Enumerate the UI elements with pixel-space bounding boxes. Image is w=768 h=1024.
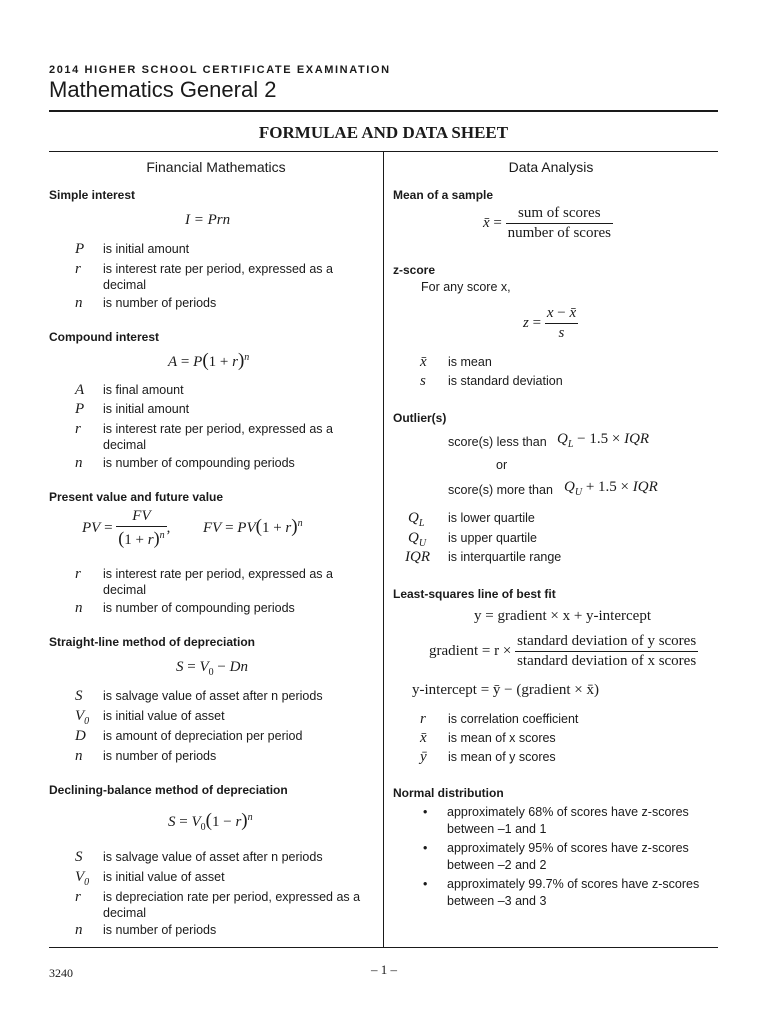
data-analysis-heading: Data Analysis: [508, 159, 594, 175]
definition-symbol: P: [75, 401, 85, 417]
definition-symbol: $Q_L$: [408, 510, 425, 529]
definition-text: is initial amount: [103, 402, 190, 416]
definition-symbol: ȳ: [420, 749, 427, 765]
mean-numerator: sum of scores: [506, 205, 613, 224]
page-number: – 1 –: [371, 962, 397, 977]
sheet-title: FORMULAE AND DATA SHEET: [258, 123, 509, 142]
definition-symbol: $V_0$: [75, 869, 90, 888]
definition-symbol: x̄: [420, 354, 427, 370]
definition-text: is amount of depreciation per period: [103, 729, 303, 743]
declining-balance-formula: $S = V_0(1 - r)^n$: [168, 810, 253, 833]
definition-symbol: x̄: [420, 730, 427, 746]
definition-symbol: A: [75, 382, 85, 398]
definition-text: is number of periods: [103, 749, 217, 763]
declining-balance-label: Declining-balance method of depreciation: [49, 783, 288, 797]
definition-text: is mean of x scores: [448, 731, 556, 745]
definition-text: is interest rate per period, expressed as a decimal: [103, 422, 333, 452]
definition-text: is number of compounding periods: [103, 601, 295, 615]
definition-text: is number of compounding periods: [103, 456, 295, 470]
simple-interest-formula: I = Prn: [185, 212, 231, 228]
intercept-formula: y-intercept = ȳ − (gradient × x̄): [412, 682, 599, 698]
definition-text: is initial value of asset: [103, 870, 225, 884]
definition-text: is interest rate per period, expressed as a decimal: [103, 567, 333, 597]
compound-interest-label: Compound interest: [49, 330, 159, 344]
bullet-icon: •: [423, 877, 428, 891]
definition-symbol: n: [75, 922, 83, 938]
subject-title: Mathematics General 2: [49, 77, 277, 102]
definition-text: is standard deviation: [448, 374, 563, 388]
mean-formula: x̄ = $\frac{\text{sum of scores}}{\text{number of scores}}$: [483, 205, 611, 241]
list-item-text: approximately 99.7% of scores have z-scores between –3 and 3: [447, 877, 700, 908]
definition-symbol: IQR: [405, 549, 430, 565]
line-of-best-fit-formula: y = gradient × x + y-intercept: [474, 608, 651, 624]
divider: [49, 947, 718, 948]
gradient-lhs: gradient = r ×: [429, 642, 512, 659]
present-value-formula: PV = $\frac{FV}{(1 + r)^n}$ ,: [82, 508, 171, 548]
definition-symbol: $Q_U$: [408, 530, 427, 549]
divider: [49, 110, 718, 112]
outlier-more-formula: $Q_U + 1.5$ × IQR: [564, 479, 658, 498]
definition-symbol: r: [75, 421, 81, 437]
mean-label: Mean of a sample: [393, 188, 494, 202]
definition-symbol: n: [75, 455, 83, 471]
definition-text: is upper quartile: [448, 531, 537, 545]
definition-text: is correlation coefficient: [448, 712, 579, 726]
definition-symbol: r: [75, 566, 81, 582]
definition-text: is salvage value of asset after n periods: [103, 850, 323, 864]
definition-symbol: n: [75, 295, 83, 311]
bullet-icon: •: [423, 841, 428, 855]
gradient-numerator: standard deviation of y scores: [515, 633, 698, 652]
definition-text: is interest rate per period, expressed as a decimal: [103, 262, 333, 292]
gradient-denominator: standard deviation of x scores: [517, 653, 697, 669]
definition-text: is initial value of asset: [103, 709, 225, 723]
definition-symbol: P: [75, 241, 85, 257]
definition-symbol: $V_0$: [75, 708, 90, 727]
outliers-label: Outlier(s): [393, 411, 447, 425]
definition-text: is salvage value of asset after n periods: [103, 689, 323, 703]
definition-text: is initial amount: [103, 242, 190, 256]
paper-code: 3240: [49, 966, 73, 980]
definition-symbol: D: [75, 728, 86, 744]
normal-distribution-label: Normal distribution: [393, 786, 504, 800]
list-item-text: approximately 95% of scores have z-scores between –2 and 2: [447, 841, 689, 872]
simple-interest-label: Simple interest: [49, 188, 136, 202]
definition-text: is number of periods: [103, 923, 217, 937]
definition-symbol: S: [75, 849, 83, 865]
financial-heading: Financial Mathematics: [146, 159, 286, 175]
definition-text: is number of periods: [103, 296, 217, 310]
definition-symbol: n: [75, 600, 83, 616]
definition-symbol: n: [75, 748, 83, 764]
definition-text: is interquartile range: [448, 550, 562, 564]
gradient-formula: [429, 633, 698, 670]
bullet-icon: •: [423, 805, 428, 819]
definition-symbol: r: [75, 261, 81, 277]
future-value-formula: FV = $PV(1 + r)^n$: [203, 516, 303, 537]
definition-symbol: r: [75, 889, 81, 905]
present-future-label: Present value and future value: [49, 490, 224, 504]
exam-line: 2014 HIGHER SCHOOL CERTIFICATE EXAMINATION: [49, 64, 391, 76]
outlier-more-text: score(s) more than: [448, 483, 553, 497]
zscore-formula: z = $\frac{x - x̄}{s}$: [523, 305, 577, 341]
mean-denominator: number of scores: [507, 225, 611, 241]
straight-line-formula: $S = V_0 - Dn$: [176, 659, 248, 678]
definition-text: is final amount: [103, 383, 184, 397]
definition-text: is depreciation rate per period, expressed as a decimal: [103, 890, 361, 920]
definition-symbol: S: [75, 688, 83, 704]
definition-symbol: r: [420, 711, 426, 727]
list-item-text: approximately 68% of scores have z-scores between –1 and 1: [447, 805, 689, 836]
compound-interest-formula: $A = P(1 + r)^n$: [168, 350, 250, 371]
zscore-label: z-score: [393, 263, 436, 277]
definition-text: is mean: [448, 355, 492, 369]
column-divider: [383, 151, 384, 948]
definition-text: is mean of y scores: [448, 750, 556, 764]
straight-line-label: Straight-line method of depreciation: [49, 635, 256, 649]
definition-symbol: s: [420, 373, 426, 389]
outlier-less-formula: $Q_L - 1.5$ × IQR: [557, 431, 650, 450]
least-squares-label: Least-squares line of best fit: [393, 587, 556, 601]
outlier-or-text: or: [496, 458, 508, 472]
outlier-less-text: score(s) less than: [448, 435, 547, 449]
zscore-intro: For any score x,: [421, 280, 511, 294]
definition-text: is lower quartile: [448, 511, 535, 525]
